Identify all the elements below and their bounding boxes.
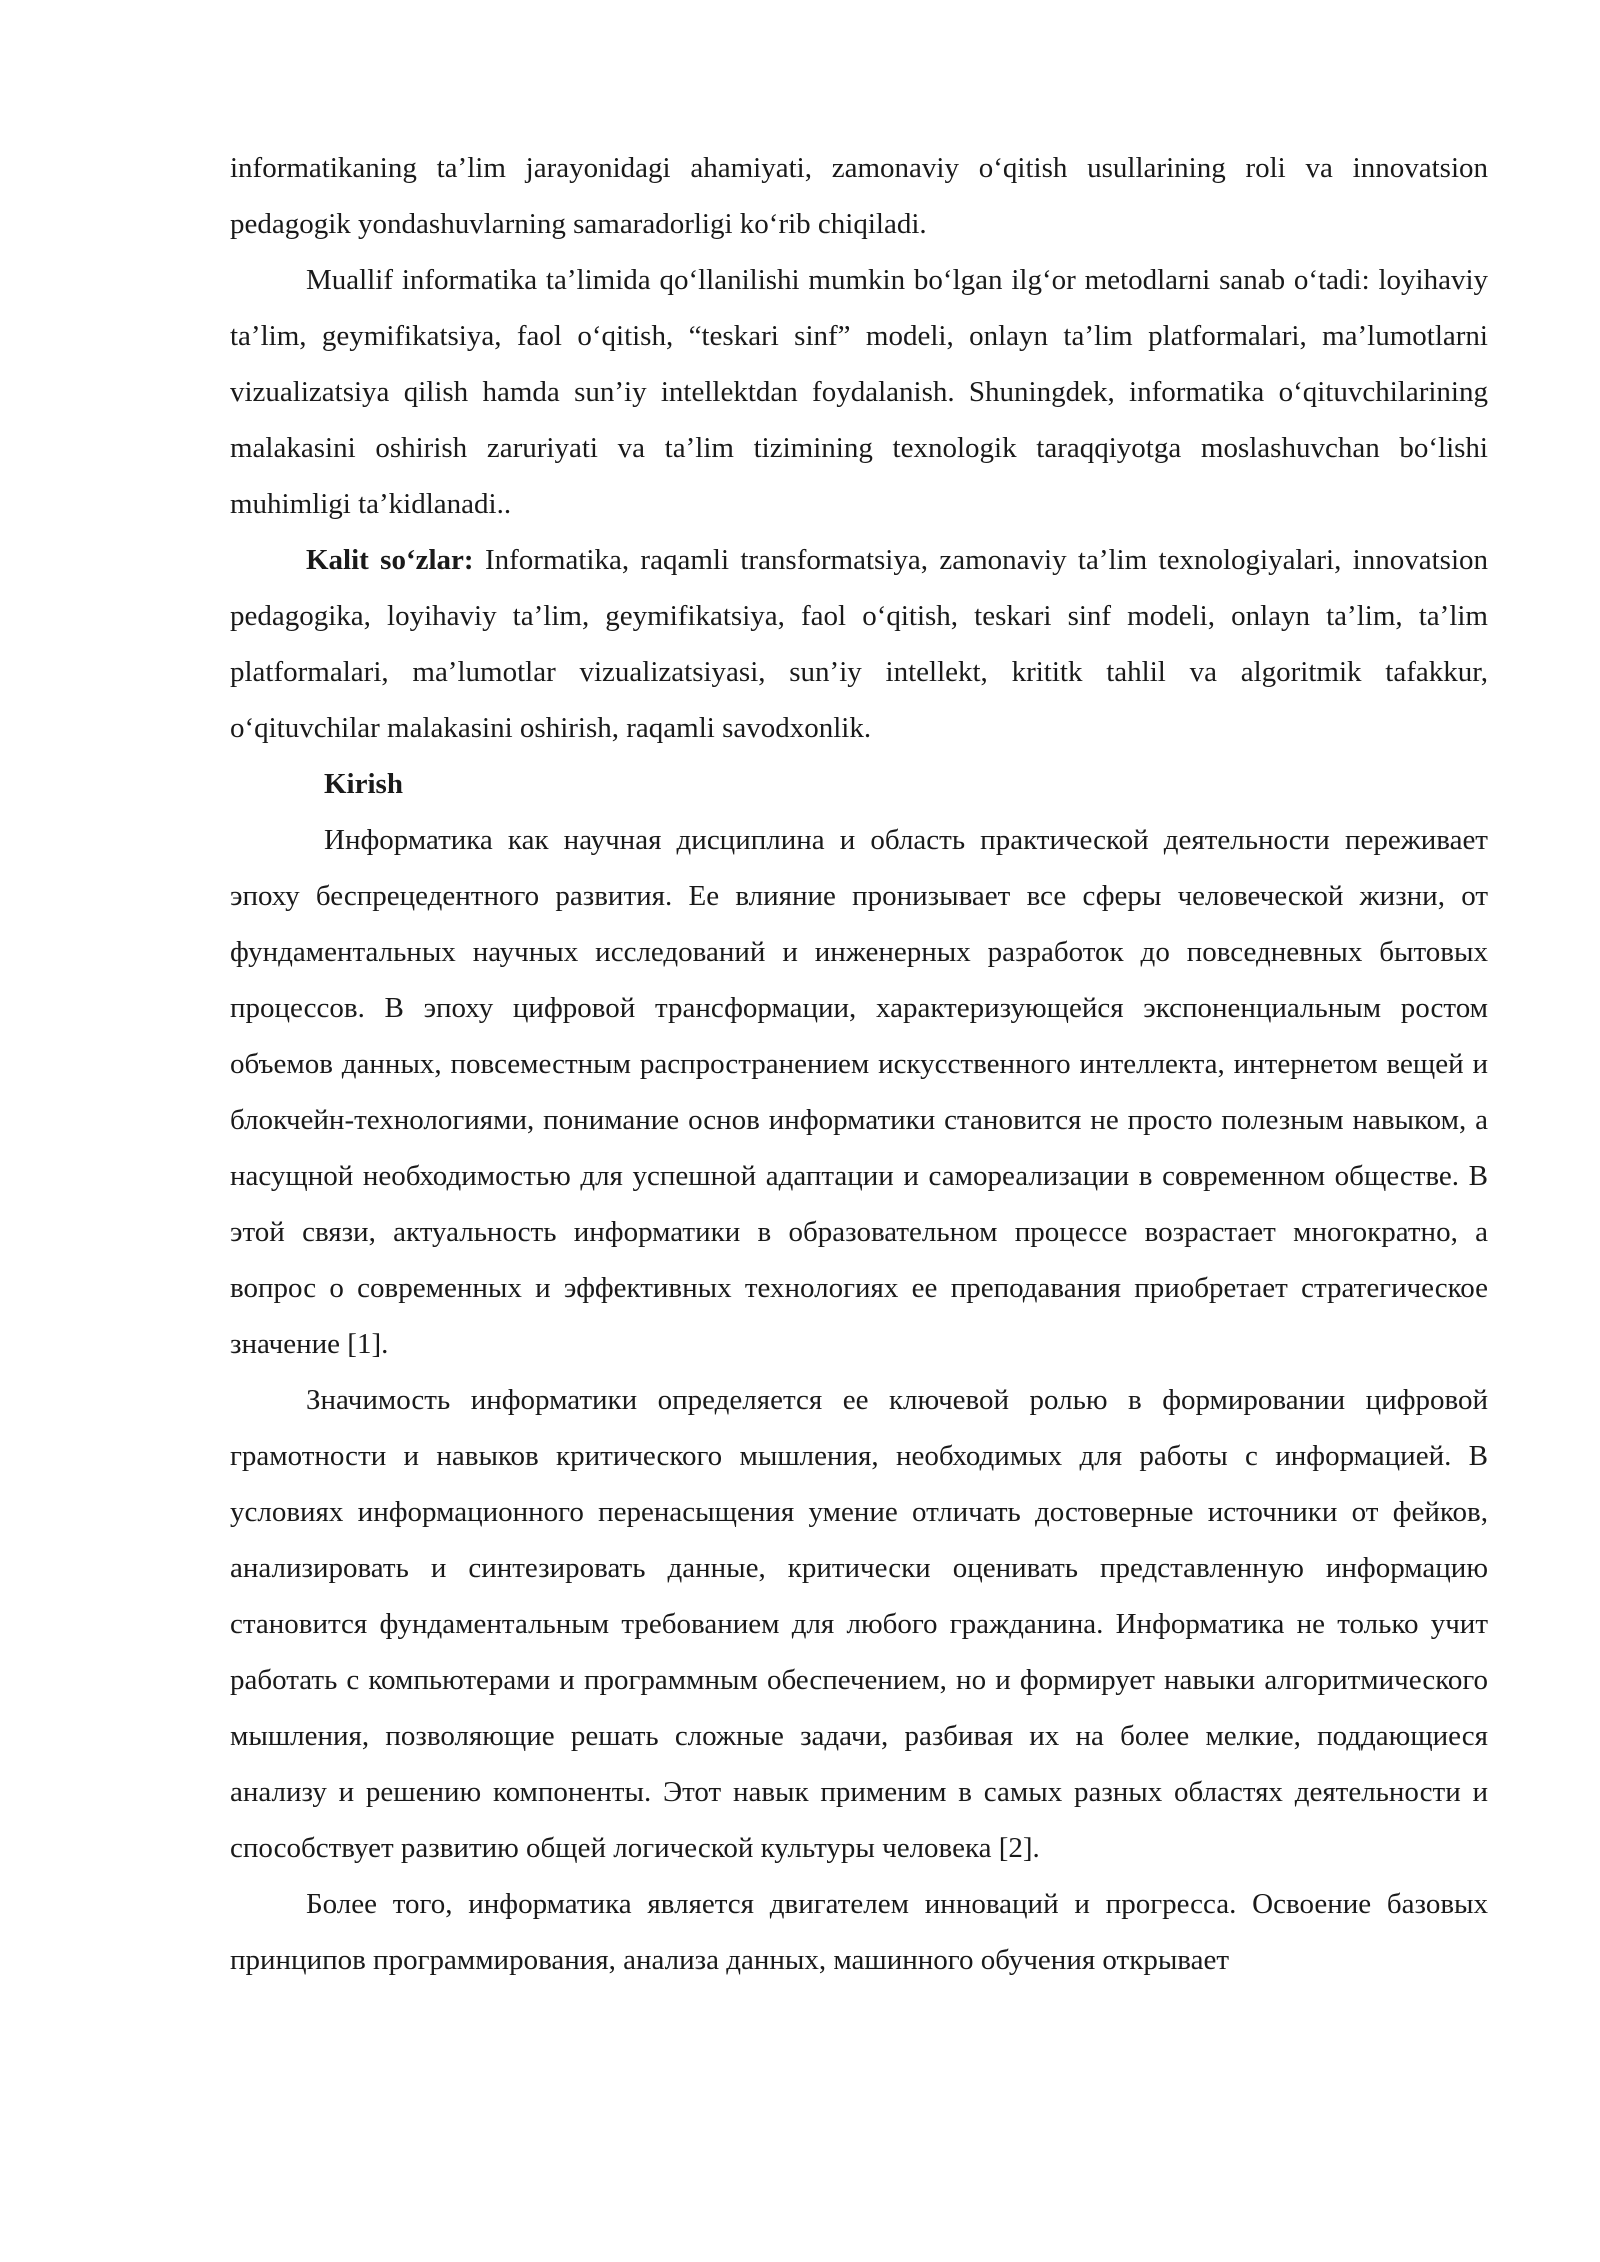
keywords-text: Informatika, raqamli transformatsiya, zamonaviy ta’lim texnologiyalari, innovatsion pedagogika, loyihaviy ta’lim, geymifikatsiya, faol o‘qitish, teskari sinf modeli, onlayn ta’lim, ta’lim platformalari, ma’lumotlar vizualizatsiyasi, sun’iy intellekt, krititk tahlil va algoritmik tafakkur, o‘qituvchilar malakasini oshirish, raqamli savodxonlik. — [230, 544, 1489, 744]
paragraph-author-methods: Muallif informatika ta’limida qo‘llanilishi mumkin bo‘lgan ilg‘or metodlarni sanab o‘tadi: loyihaviy ta’lim, geymifikatsiya, faol o‘qitish, “teskari sinf” modeli, onlayn ta’lim platformalari, ma’lumotlarni vizualizatsiya qilish hamda sun’iy intellektdan foydalanish. Shuningdek, informatika o‘qituvchilarining malakasini oshirish zaruriyati va ta’lim tizimining texnologik taraqqiyotga moslashuvchan bo‘lishi muhimligi ta’kidlanadi.. — [230, 264, 1488, 520]
document-page — [230, 140, 1488, 1988]
paragraph-intro-2: Значимость информатики определяется ее ключевой ролью в формировании цифровой грамотности и навыков критического мышления, необходимых для работы с информацией. В условиях информационного перенасыщения умение отличать достоверные источники от фейков, анализировать и синтезировать данные, критически оценивать представленную информацию становится фундаментальным требованием для любого гражданина. Информатика не только учит работать с компьютерами и программным обеспечением, но и формирует навыки алгоритмического мышления, позволяющие решать сложные задачи, разбивая их на более мелкие, поддающиеся анализу и решению компоненты. Этот навык применим в самых разных областях деятельности и способствует развитию общей логической культуры человека [2]. — [230, 1384, 1488, 1864]
section-heading-intro: Kirish — [324, 768, 403, 800]
paragraph-intro-3: Более того, информатика является двигателем инноваций и прогресса. Освоение базовых принципов программирования, анализа данных, машинного обучения открывает — [230, 1888, 1488, 1976]
paragraph-continuation: informatikaning ta’lim jarayonidagi ahamiyati, zamonaviy o‘qitish usullarining roli va innovatsion pedagogik yondashuvlarning samaradorligi ko‘rib chiqiladi. — [230, 152, 1488, 240]
paragraph-intro-1: Информатика как научная дисциплина и область практической деятельности переживает эпоху беспрецедентного развития. Ее влияние пронизывает все сферы человеческой жизни, от фундаментальных научных исследований и инженерных разработок до повседневных бытовых процессов. В эпоху цифровой трансформации, характеризующейся экспоненциальным ростом объемов данных, повсеместным распространением искусственного интеллекта, интернетом вещей и блокчейн-технологиями, понимание основ информатики становится не просто полезным навыком, а насущной необходимостью для успешной адаптации и самореализации в современном обществе. В этой связи, актуальность информатики в образовательном процессе возрастает многократно, а вопрос о современных и эффективных технологиях ее преподавания приобретает стратегическое значение [1]. — [230, 824, 1488, 1360]
paragraph-keywords — [230, 532, 1488, 756]
keywords-label: Kalit so‘zlar: — [306, 544, 474, 576]
